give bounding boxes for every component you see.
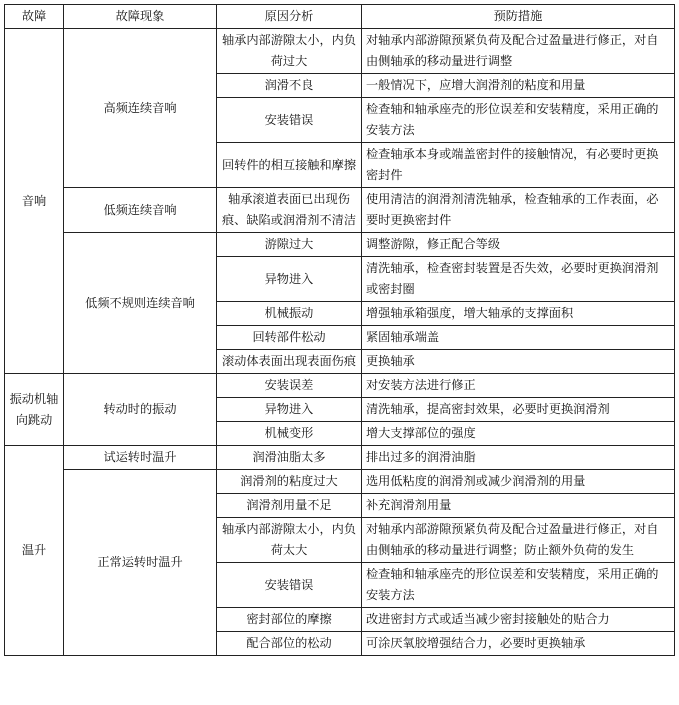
measure-cell: 清洗轴承，提高密封效果，必要时更换润滑剂 — [362, 398, 675, 422]
cause-cell: 机械变形 — [217, 422, 362, 446]
measure-cell: 对轴承内部游隙预紧负荷及配合过盈量进行修正，对自由侧轴承的移动量进行调整；防止额外负荷的发生 — [362, 518, 675, 563]
measure-cell: 对安装方法进行修正 — [362, 374, 675, 398]
header-row — [5, 5, 675, 29]
cause-cell: 轴承滚道表面已出现伤痕、缺陷或润滑剂不清洁 — [217, 188, 362, 233]
measure-cell: 检查轴承本身或端盖密封件的接触情况，有必要时更换密封件 — [362, 143, 675, 188]
measure-cell: 一般情况下，应增大润滑剂的粘度和用量 — [362, 74, 675, 98]
phenomenon-cell: 试运转时温升 — [64, 446, 217, 470]
measure-cell: 对轴承内部游隙预紧负荷及配合过盈量进行修正，对自由侧轴承的移动量进行调整 — [362, 29, 675, 74]
phenomenon-cell: 转动时的振动 — [64, 374, 217, 446]
table-row — [5, 446, 675, 470]
cause-cell: 轴承内部游隙太小，内负荷太大 — [217, 518, 362, 563]
cause-cell: 滚动体表面出现表面伤痕 — [217, 350, 362, 374]
table-row — [5, 29, 675, 74]
table-row — [5, 188, 675, 233]
measure-cell: 改进密封方式或适当减少密封接触处的贴合力 — [362, 608, 675, 632]
measure-cell: 检查轴和轴承座壳的形位误差和安装精度，采用正确的安装方法 — [362, 98, 675, 143]
header-fault: 故障 — [5, 5, 64, 29]
measure-cell: 调整游隙，修正配合等级 — [362, 233, 675, 257]
measure-cell: 使用清洁的润滑剂清洗轴承，检查轴承的工作表面，必要时更换密封件 — [362, 188, 675, 233]
cause-cell: 异物进入 — [217, 257, 362, 302]
measure-cell: 清洗轴承，检查密封装置是否失效，必要时更换润滑剂或密封圈 — [362, 257, 675, 302]
phenomenon-cell: 正常运转时温升 — [64, 470, 217, 656]
phenomenon-cell: 低频不规则连续音响 — [64, 233, 217, 374]
cause-cell: 轴承内部游隙太小，内负荷过大 — [217, 29, 362, 74]
cause-cell: 密封部位的摩擦 — [217, 608, 362, 632]
header-measure: 预防措施 — [362, 5, 675, 29]
measure-cell: 选用低粘度的润滑剂或减少润滑剂的用量 — [362, 470, 675, 494]
cause-cell: 游隙过大 — [217, 233, 362, 257]
table-row — [5, 374, 675, 398]
phenomenon-cell: 高频连续音响 — [64, 29, 217, 188]
cause-cell: 润滑油脂太多 — [217, 446, 362, 470]
measure-cell: 更换轴承 — [362, 350, 675, 374]
table-row — [5, 233, 675, 257]
measure-cell: 增大支撑部位的强度 — [362, 422, 675, 446]
cause-cell: 机械振动 — [217, 302, 362, 326]
cause-cell: 润滑剂的粘度过大 — [217, 470, 362, 494]
measure-cell: 检查轴和轴承座壳的形位误差和安装精度，采用正确的安装方法 — [362, 563, 675, 608]
header-phenomenon: 故障现象 — [64, 5, 217, 29]
measure-cell: 排出过多的润滑油脂 — [362, 446, 675, 470]
measure-cell: 增强轴承箱强度，增大轴承的支撑面积 — [362, 302, 675, 326]
cause-cell: 安装错误 — [217, 563, 362, 608]
cause-cell: 安装错误 — [217, 98, 362, 143]
header-cause: 原因分析 — [217, 5, 362, 29]
table-row — [5, 470, 675, 494]
cause-cell: 安装误差 — [217, 374, 362, 398]
fault-cell: 音响 — [5, 29, 64, 374]
fault-cell: 振动机轴向跳动 — [5, 374, 64, 446]
cause-cell: 润滑不良 — [217, 74, 362, 98]
cause-cell: 配合部位的松动 — [217, 632, 362, 656]
phenomenon-cell: 低频连续音响 — [64, 188, 217, 233]
measure-cell: 补充润滑剂用量 — [362, 494, 675, 518]
measure-cell: 紧固轴承端盖 — [362, 326, 675, 350]
cause-cell: 回转件的相互接触和摩擦 — [217, 143, 362, 188]
cause-cell: 润滑剂用量不足 — [217, 494, 362, 518]
measure-cell: 可涂厌氧胶增强结合力，必要时更换轴承 — [362, 632, 675, 656]
cause-cell: 回转部件松动 — [217, 326, 362, 350]
fault-cell: 温升 — [5, 446, 64, 656]
cause-cell: 异物进入 — [217, 398, 362, 422]
fault-table — [4, 4, 675, 656]
